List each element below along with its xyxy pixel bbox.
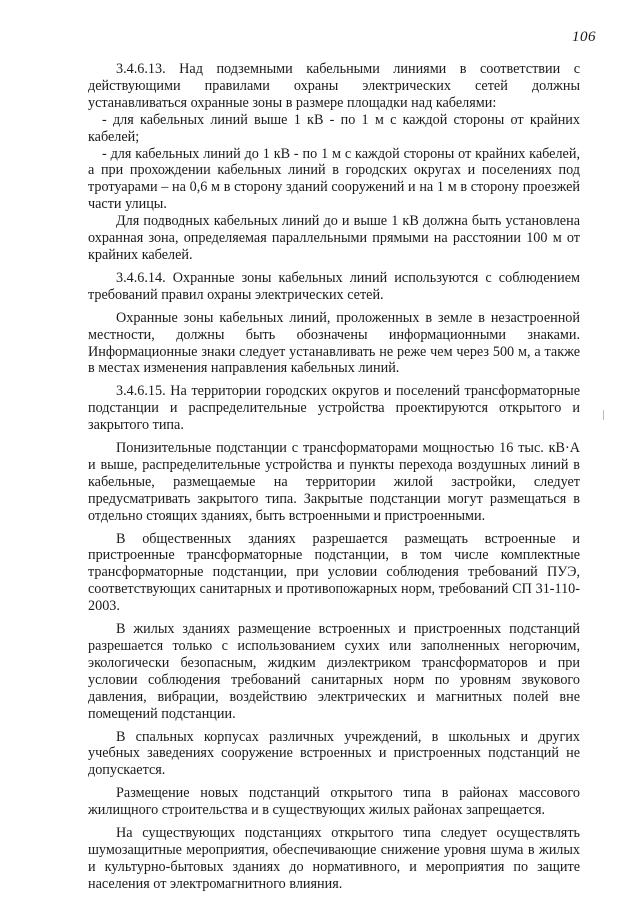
paragraph-residential-buildings: В жилых зданиях размещение встроенных и пристроенных подстанций разрешается только с использованием сухих или заполненных негорючим, экологически безопасным, жидким диэлектриком трансформаторов и при условии соблюдения требований санитарных норм по уровням звукового давления, вибрации, воздействию электрических и магнитных полей вне помещений подстанции. xyxy=(88,621,580,722)
paragraph-noise-protection: На существующих подстанциях открытого типа следует осуществлять шумозащитные мероприятия, обеспечивающие снижение уровня шума в жилых и культурно-бытовых зданиях до нормативного, и мероприятия по защите населения от электромагнитного влияния. xyxy=(88,825,580,892)
paragraph-info-signs: Охранные зоны кабельных линий, проложенных в земле в незастроенной местности, должны быть обозначены информационными знаками. Информационные знаки следует устанавливать не реже чем через 500 м, а также в местах изменения направления кабельных линий. xyxy=(88,309,580,377)
paragraph-step-down-substations: Понизительные подстанции с трансформаторами мощностью 16 тыс. кВ·А и выше, распределительные устройства и пункты перехода воздушных линий в кабельные, размещаемые на территории жилой застройки, следует предусматривать закрытого типа. Закрытые подстанции могут размещаться в отдельно стоящих зданиях, быть встроенными и пристроенными. xyxy=(88,440,580,524)
paragraph-3-4-6-13: 3.4.6.13. Над подземными кабельными линиями в соответствии с действующими правилами охраны электрических сетей должны устанавливаться охранные зоны в размере площадки над кабелями: xyxy=(88,61,580,111)
scan-mark xyxy=(603,410,604,420)
paragraph-schools-dormitories: В спальных корпусах различных учреждений, в школьных и других учебных заведениях сооружение встроенных и пристроенных подстанций не допускается. xyxy=(88,728,580,779)
page-number: 106 xyxy=(572,29,596,45)
paragraph-3-4-6-15: 3.4.6.15. На территории городских округов и поселений трансформаторные подстанции и распределительные устройства проектируются открытого и закрытого типа. xyxy=(88,383,580,434)
paragraph-open-type-new: Размещение новых подстанций открытого типа в районах массового жилищного строительства и в существующих жилых районах запрещается. xyxy=(88,785,580,819)
paragraph-public-buildings: В общественных зданиях разрешается размещать встроенные и пристроенные трансформаторные подстанции, в том числе комплектные трансформаторные подстанции, при условии соблюдения требований ПУЭ, соответствующих санитарных и противопожарных норм, требований СП 31-110-2003. xyxy=(88,530,580,615)
document-body xyxy=(88,61,580,899)
list-item-below-1kv: - для кабельных линий до 1 кВ - по 1 м с каждой стороны от крайних кабелей, а при прохождении кабельных линий в городских округах и поселениях под тротуарами – на 0,6 м в сторону зданий сооружений и на 1 м в сторону проезжей части улицы. xyxy=(88,145,580,213)
paragraph-underwater-cables: Для подводных кабельных линий до и выше 1 кВ должна быть установлена охранная зона, определяемая параллельными прямыми на расстоянии 100 м от крайних кабелей. xyxy=(88,213,580,263)
paragraph-3-4-6-14: 3.4.6.14. Охранные зоны кабельных линий используются с соблюдением требований правил охраны электрических сетей. xyxy=(88,269,580,303)
list-item-above-1kv: - для кабельных линий выше 1 кВ - по 1 м с каждой стороны от крайних кабелей; xyxy=(88,111,580,145)
